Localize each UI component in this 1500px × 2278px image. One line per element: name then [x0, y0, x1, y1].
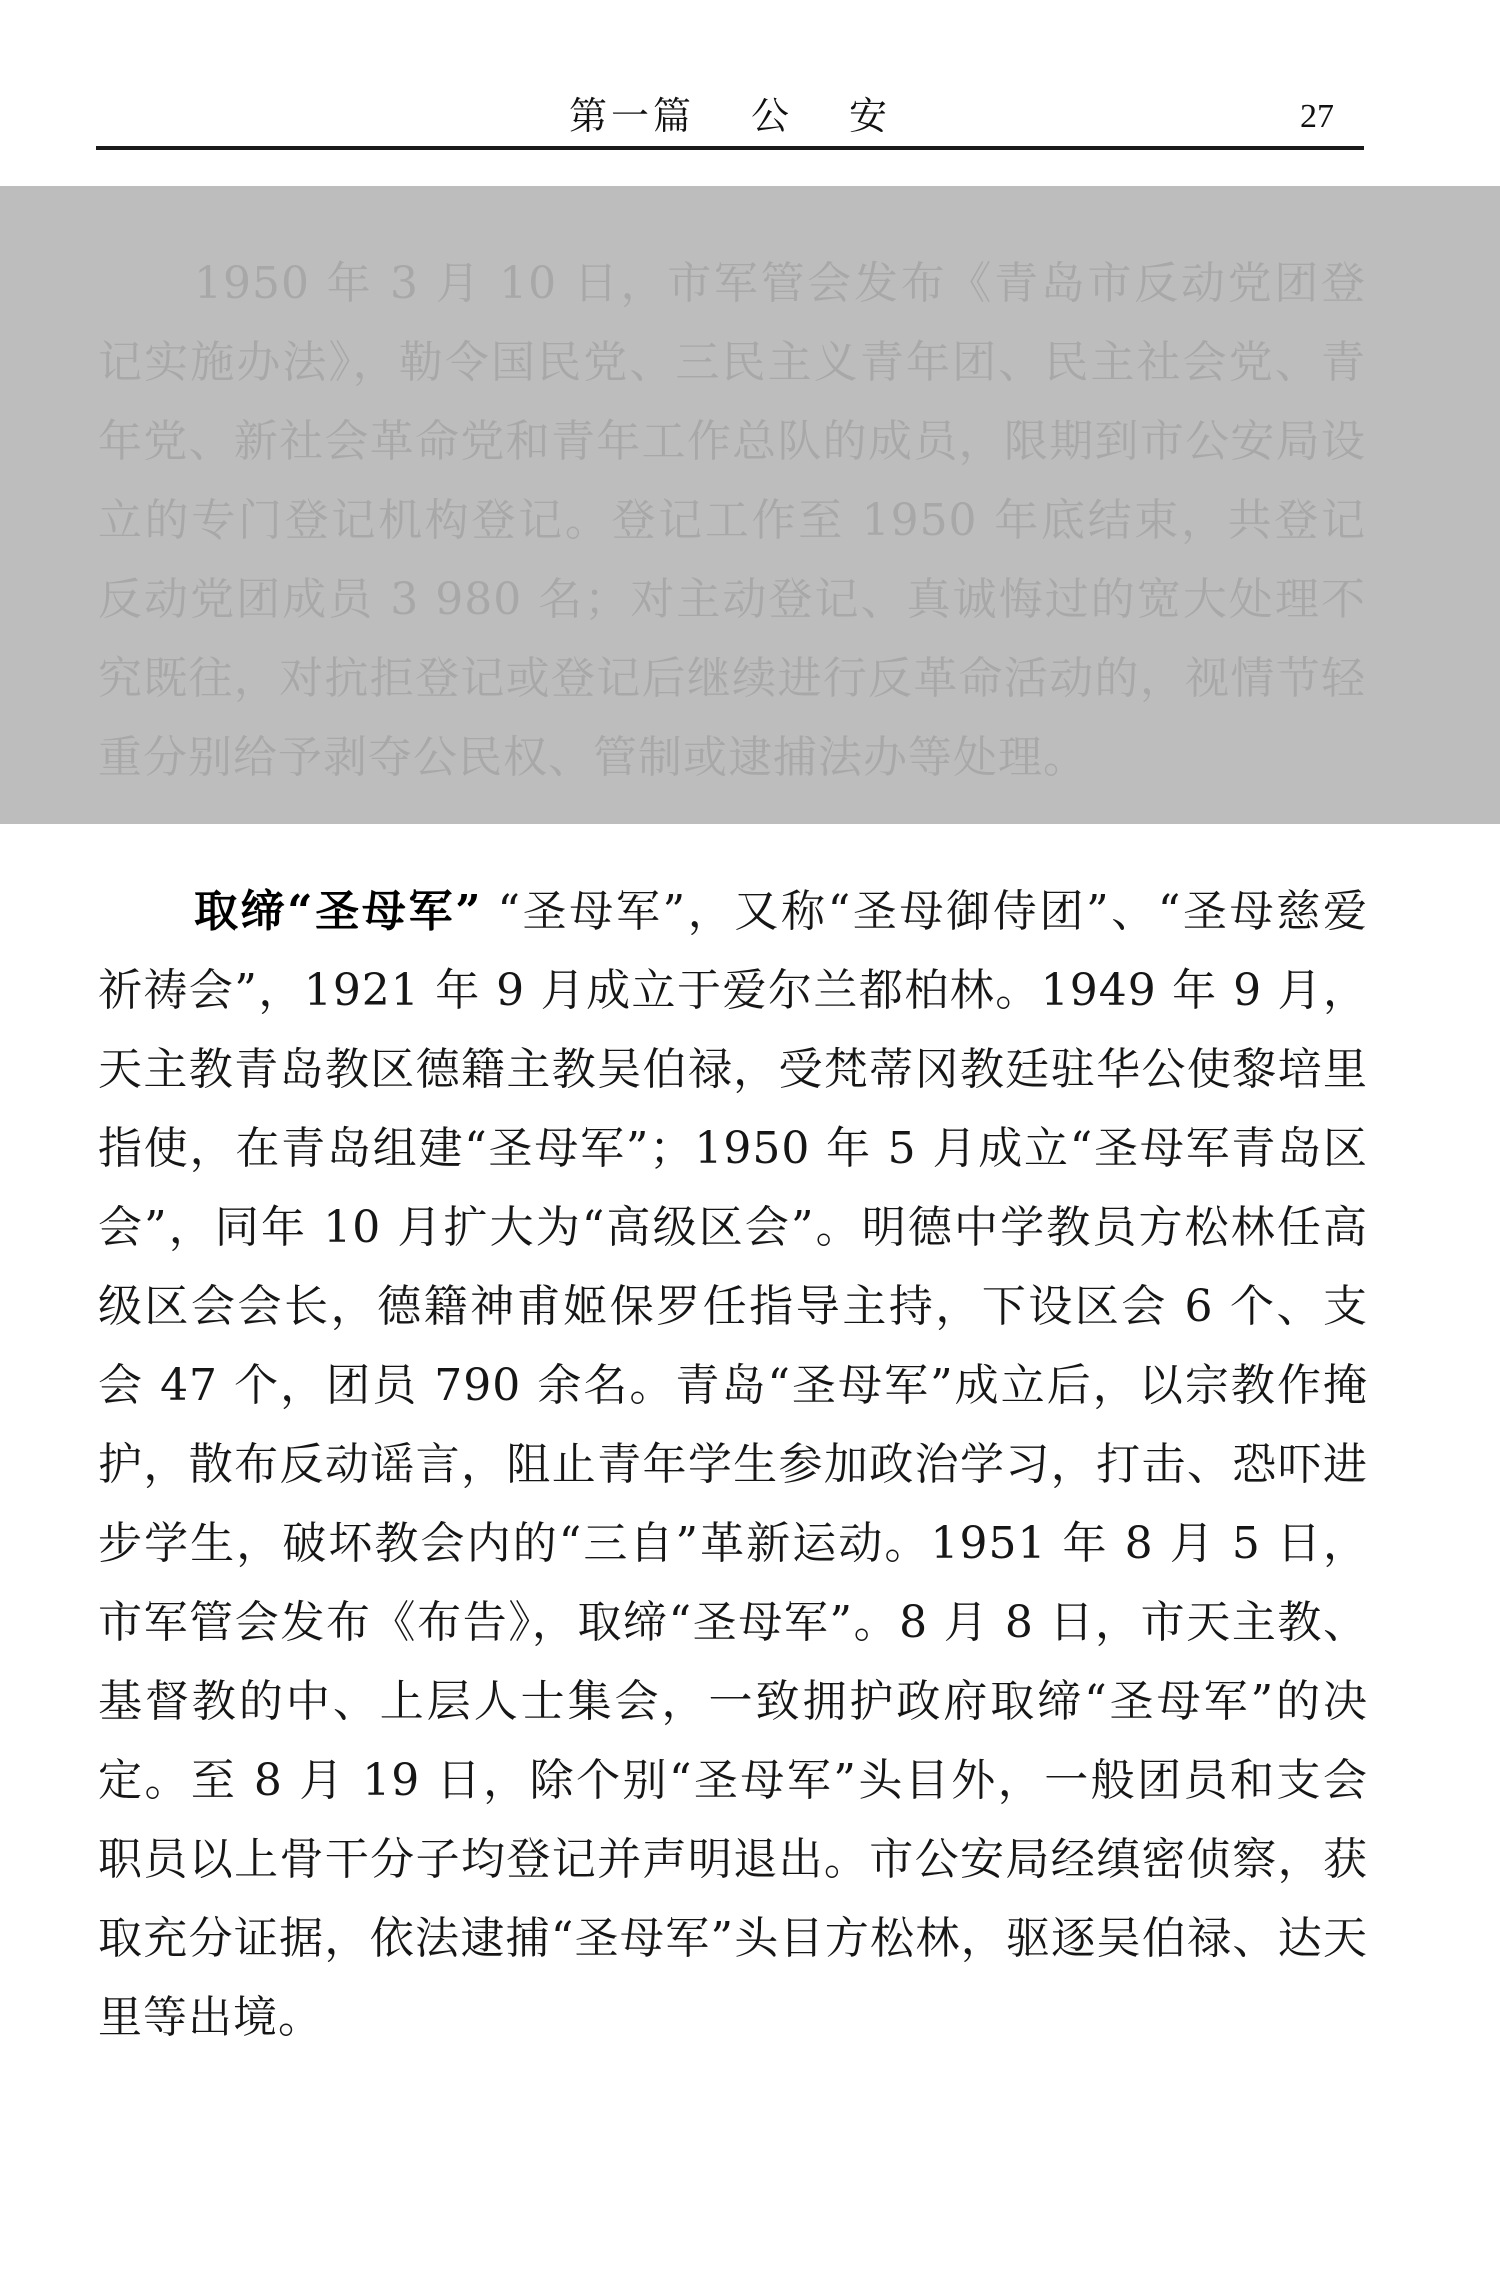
- registration-paragraph: 1950 年 3 月 10 日，市军管会发布《青岛市反动党团登记实施办法》，勒令国民党、三民主义青年团、民主社会党、青年党、新社会革命党和青年工作总队的成员，限期到市公安局设立的专门登记机构登记。登记工作至 1950 年底结束，共登记反动党团成员 3 980 名；对主动登记、真诚悔过的宽大处理不究既往，对抗拒登记或登记后继续进行反革命活动的，视情节轻重分别给予剥夺公民权、管制或逮捕法办等处理。: [98, 258, 1366, 783]
- section-heading: 取缔“圣母军”: [194, 886, 482, 937]
- header-rule: [96, 146, 1364, 150]
- running-head-part: 第一篇: [568, 94, 695, 138]
- running-head-char: 公: [750, 94, 793, 138]
- page-header: [96, 88, 1364, 150]
- page-number: 27: [1300, 98, 1334, 135]
- running-head-char: 安: [849, 94, 892, 138]
- legion-body-text: “圣母军”，又称“圣母御侍团”、“圣母慈爱祈祷会”，1921 年 9 月成立于爱尔兰都柏林。1949 年 9 月，天主教青岛教区德籍主教吴伯禄，受梵蒂冈教廷驻华公使黎培里指使，在青岛组建“圣母军”；1950 年 5 月成立“圣母军青岛区会”，同年 10 月扩大为“高级区会”。明德中学教员方松林任高级区会会长，德籍神甫姬保罗任指导主持，下设区会 6 个、支会 47 个，团员 790 余名。青岛“圣母军”成立后，以宗教作掩护，散布反动谣言，阻止青年学生参加政治学习，打击、恐吓进步学生，破坏教会内的“三自”革新运动。1951 年 8 月 5 日，市军管会发布《布告》，取缔“圣母军”。8 月 8 日，市天主教、基督教的中、上层人士集会，一致拥护政府取缔“圣母军”的决定。至 8 月 19 日，除个别“圣母军”头目外，一般团员和支会职员以上骨干分子均登记并声明退出。市公安局经缜密侦察，获取充分证据，依法逮捕“圣母军”头目方松林，驱逐吴伯禄、达天里等出境。: [98, 886, 1368, 2043]
- legion-paragraph: [98, 872, 1368, 2057]
- running-head: [96, 92, 1364, 140]
